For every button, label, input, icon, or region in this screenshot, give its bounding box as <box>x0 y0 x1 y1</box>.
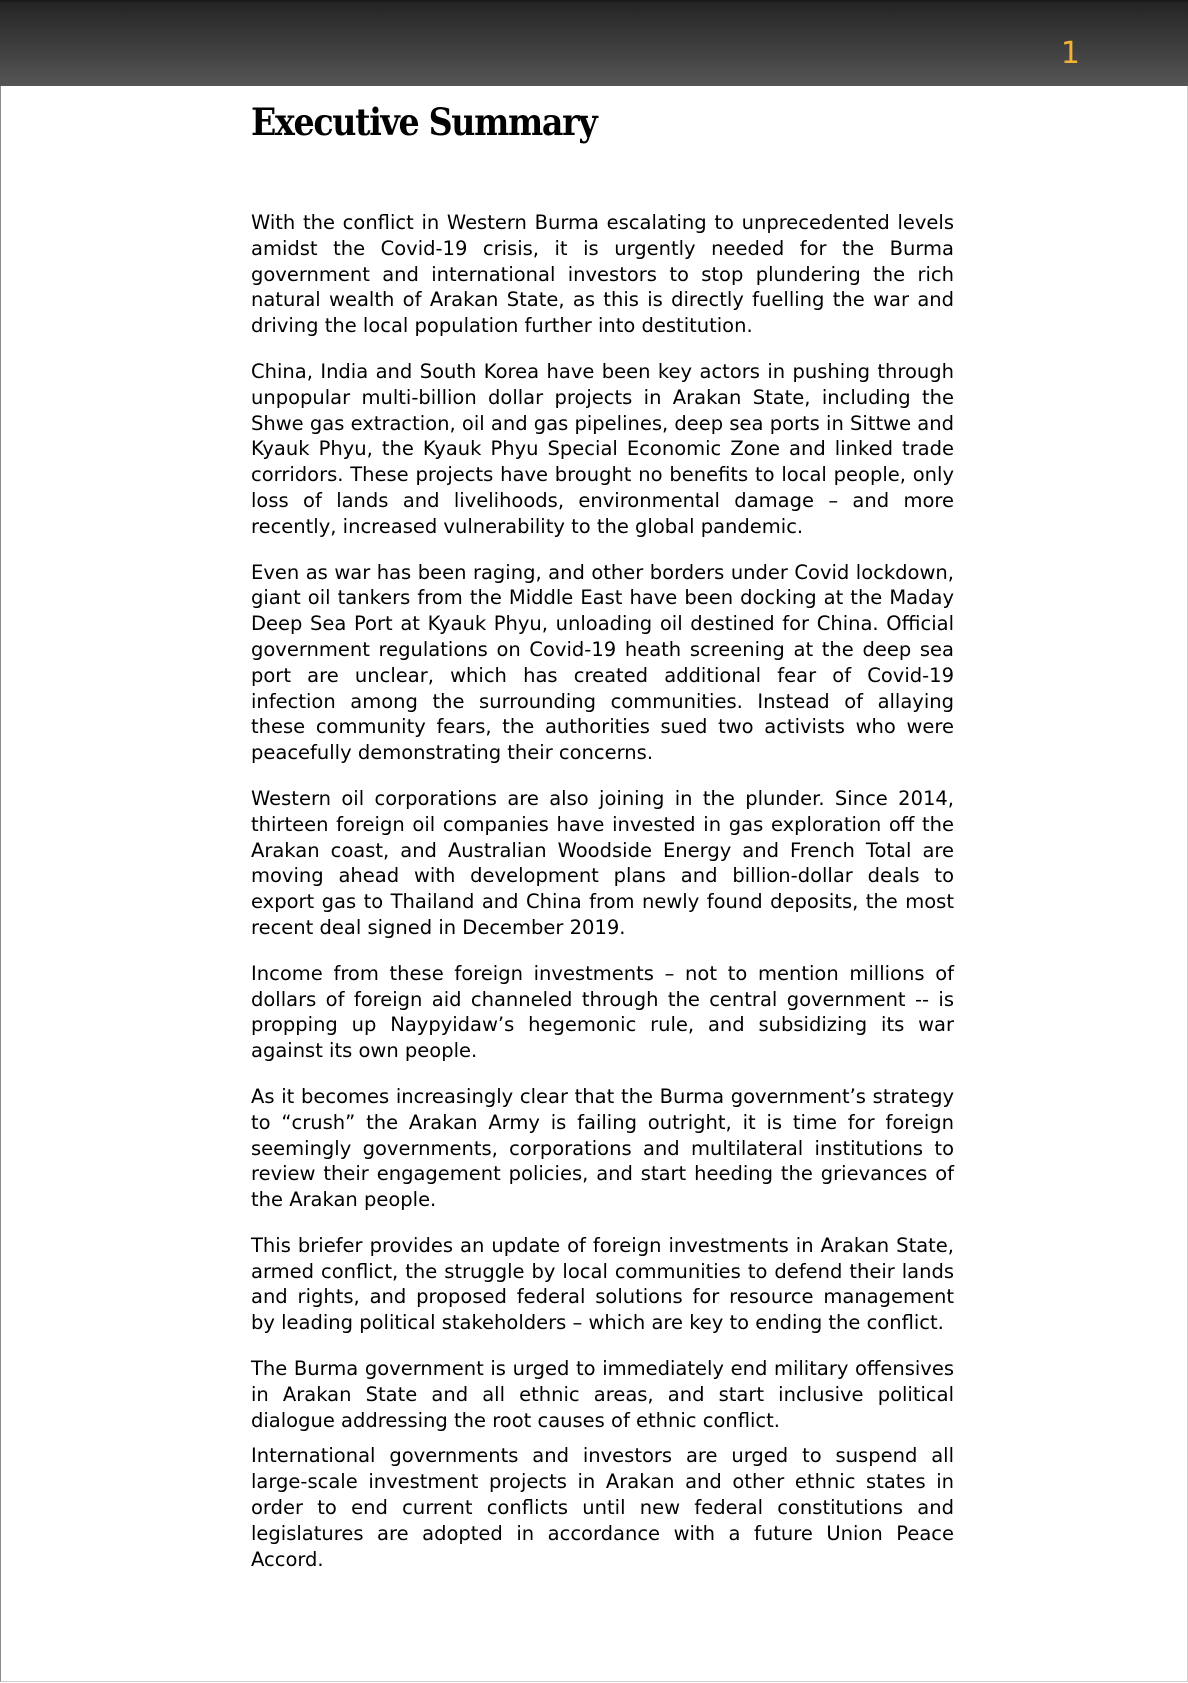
page-title: Executive Summary <box>251 100 597 144</box>
paragraph: Income from these foreign investments – not to mention millions of dollars of foreign aid channeled through the central government -- is propping up Naypyidaw’s hegemonic rule, and subsidizing its war against its own people. <box>251 961 954 1063</box>
paragraph: This briefer provides an update of foreign investments in Arakan State, armed conflict, the struggle by local communities to defend their lands and rights, and proposed federal solutions for resource management by leading political stakeholders – which are key to ending the conflict. <box>251 1233 954 1335</box>
paragraph: China, India and South Korea have been key actors in pushing through unpopular multi-billion dollar projects in Arakan State, including the Shwe gas extraction, oil and gas pipelines, deep sea ports in Sittwe and Kyauk Phyu, the Kyauk Phyu Special Economic Zone and linked trade corridors. These projects have brought no benefits to local people, only loss of lands and livelihoods, environmental damage – and more recently, increased vulnerability to the global pandemic. <box>251 359 954 538</box>
page-header-band <box>0 0 1188 86</box>
paragraph: The Burma government is urged to immediately end military offensives in Arakan State and all ethnic areas, and start inclusive political dialogue addressing the root causes of ethnic conflict. <box>251 1357 954 1432</box>
paragraph: With the conflict in Western Burma escalating to unprecedented levels amidst the Covid-19 crisis, it is urgently needed for the Burma government and international investors to stop plundering the rich natural wealth of Arakan State, as this is directly fuelling the war and driving the local population further into destitution. <box>251 211 954 338</box>
page-number: 1 <box>1060 36 1080 71</box>
paragraph: As it becomes increasingly clear that the Burma government’s strategy to “crush” the Arakan Army is failing outright, it is time for foreign seemingly governments, corporations and multilateral institutions to review their engagement policies, and start heeding the grievances of the Arakan people. <box>251 1084 954 1212</box>
paragraph: Western oil corporations are also joining in the plunder. Since 2014, thirteen foreign oil companies have invested in gas exploration off the Arakan coast, and Australian Woodside Energy and French Total are moving ahead with development plans and billion-dollar deals to export gas to Thailand and China from newly found deposits, the most recent deal signed in December 2019. <box>251 786 954 939</box>
paragraph: Even as war has been raging, and other borders under Covid lockdown, giant oil tankers from the Middle East have been docking at the Maday Deep Sea Port at Kyauk Phyu, unloading oil destined for China. Official government regulations on Covid-19 heath screening at the deep sea port are unclear, which has created additional fear of Covid-19 infection among the surrounding communities. Instead of allaying these community fears, the authorities sued two activists who were peacefully demonstrating their concerns. <box>251 560 954 765</box>
document-body <box>251 210 954 1592</box>
paragraph: International governments and investors are urged to suspend all large-scale investment projects in Arakan and other ethnic states in order to end current conflicts until new federal constitutions and legislatures are adopted in accordance with a future Union Peace Accord. <box>251 1444 954 1571</box>
